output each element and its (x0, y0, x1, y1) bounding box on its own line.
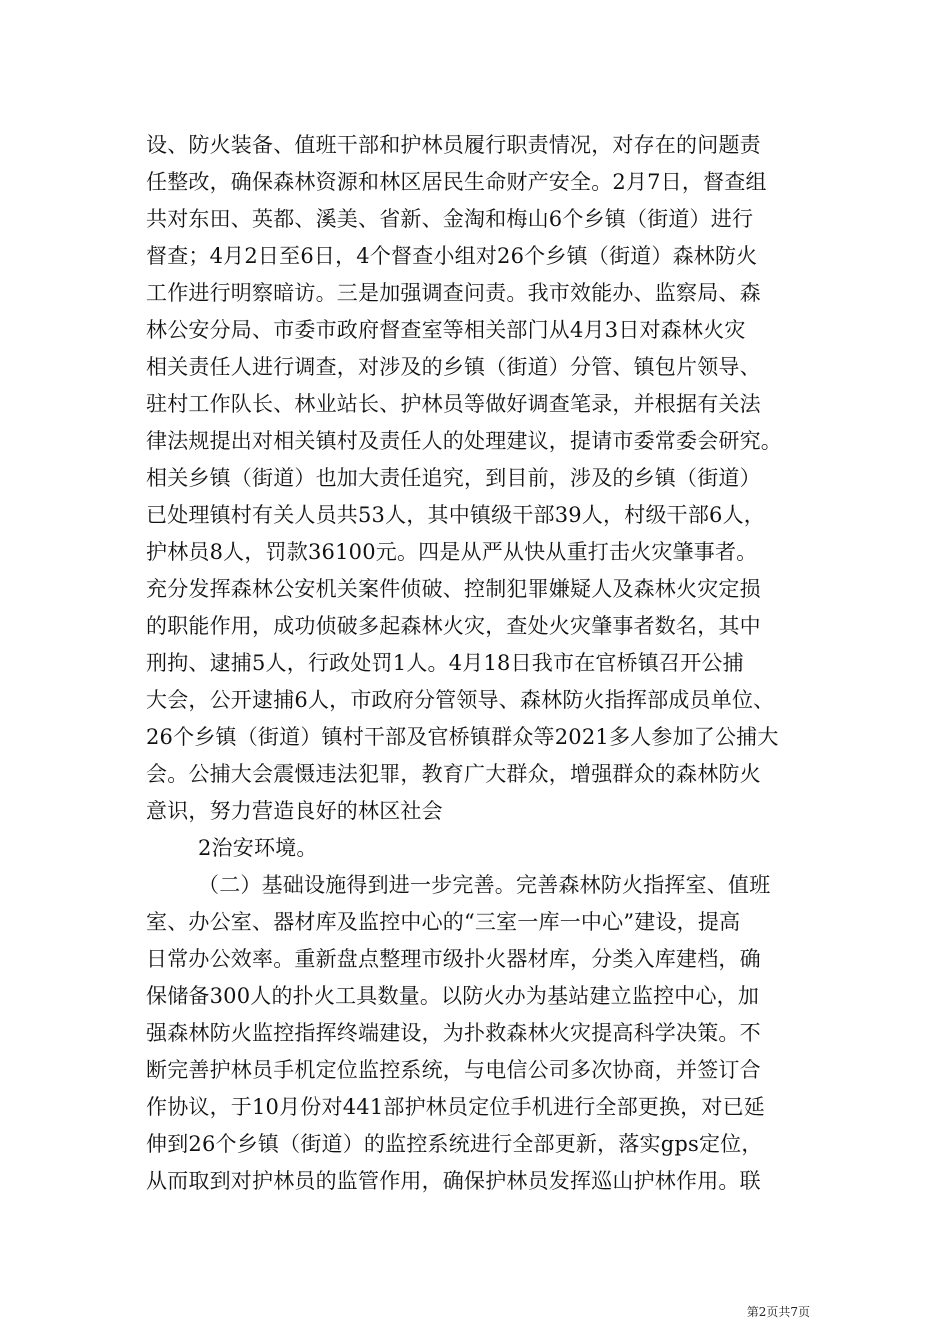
text-line: 律法规提出对相关镇村及责任人的处理建议，提请市委常委会研究。 (146, 429, 782, 453)
text-line: 大会，公开逮捕6人，市政府分管领导、森林防火指挥部成员单位、 (146, 688, 775, 712)
text-line: 从而取到对护林员的监管作用，确保护林员发挥巡山护林作用。联 (146, 1169, 761, 1193)
text-line: 设、防火装备、值班干部和护林员履行职责情况，对存在的问题责 (146, 133, 761, 157)
text-line: 伸到26个乡镇（街道）的监控系统进行全部更新，落实gps定位， (146, 1132, 763, 1156)
text-line: 26个乡镇（街道）镇村干部及官桥镇群众等2021多人参加了公捕大 (146, 725, 779, 749)
text-line: 任整改，确保森林资源和林区居民生命财产安全。2月7日，督查组 (146, 170, 767, 194)
text-line: 意识，努力营造良好的林区社会 (146, 799, 443, 823)
text-line: 已处理镇村有关人员共53人，其中镇级干部39人，村级干部6人， (146, 503, 766, 527)
text-line: 共对东田、英都、溪美、省新、金淘和梅山6个乡镇（街道）进行 (146, 207, 754, 231)
text-line: 保储备300人的扑火工具数量。以防火办为基站建立监控中心，加 (146, 984, 760, 1008)
text-line: 室、办公室、器材库及监控中心的“三室一库一中心”建设，提高 (146, 910, 741, 934)
text-line: 的职能作用，成功侦破多起森林火灾，查处火灾肇事者数名，其中 (146, 614, 761, 638)
text-line: 作协议，于10月份对441部护林员定位手机进行全部更换，对已延 (146, 1095, 766, 1119)
text-line: 2治安环境。 (198, 836, 318, 860)
text-line: 会。公捕大会震慑违法犯罪，教育广大群众，增强群众的森林防火 (146, 762, 761, 786)
text-line: 断完善护林员手机定位监控系统，与电信公司多次协商，并签订合 (146, 1058, 761, 1082)
text-line: 充分发挥森林公安机关案件侦破、控制犯罪嫌疑人及森林火灾定损 (146, 577, 761, 601)
text-line: 强森林防火监控指挥终端建设，为扑救森林火灾提高科学决策。不 (146, 1021, 761, 1045)
text-line: 护林员8人，罚款36100元。四是从严从快从重打击火灾肇事者。 (146, 540, 758, 564)
text-line: 相关责任人进行调查，对涉及的乡镇（街道）分管、镇包片领导、 (146, 355, 761, 379)
page-number: 第2页共7页 (746, 1305, 810, 1319)
text-line: 日常办公效率。重新盘点整理市级扑火器材库，分类入库建档，确 (146, 947, 761, 971)
paragraph-start-line: （二）基础设施得到进一步完善。完善森林防火指挥室、值班 (198, 873, 771, 897)
text-line: 林公安分局、市委市政府督查室等相关部门从4月3日对森林火灾 (146, 318, 746, 342)
text-line: 刑拘、逮捕5人，行政处罚1人。4月18日我市在官桥镇召开公捕 (146, 651, 744, 675)
text-line: 工作进行明察暗访。三是加强调查问责。我市效能办、监察局、森 (146, 281, 761, 305)
text-line: 驻村工作队长、林业站长、护林员等做好调查笔录，并根据有关法 (146, 392, 761, 416)
text-line: 督查；4月2日至6日，4个督查小组对26个乡镇（街道）森林防火 (146, 244, 758, 268)
text-line: 相关乡镇（街道）也加大责任追究，到目前，涉及的乡镇（街道） (146, 466, 761, 490)
